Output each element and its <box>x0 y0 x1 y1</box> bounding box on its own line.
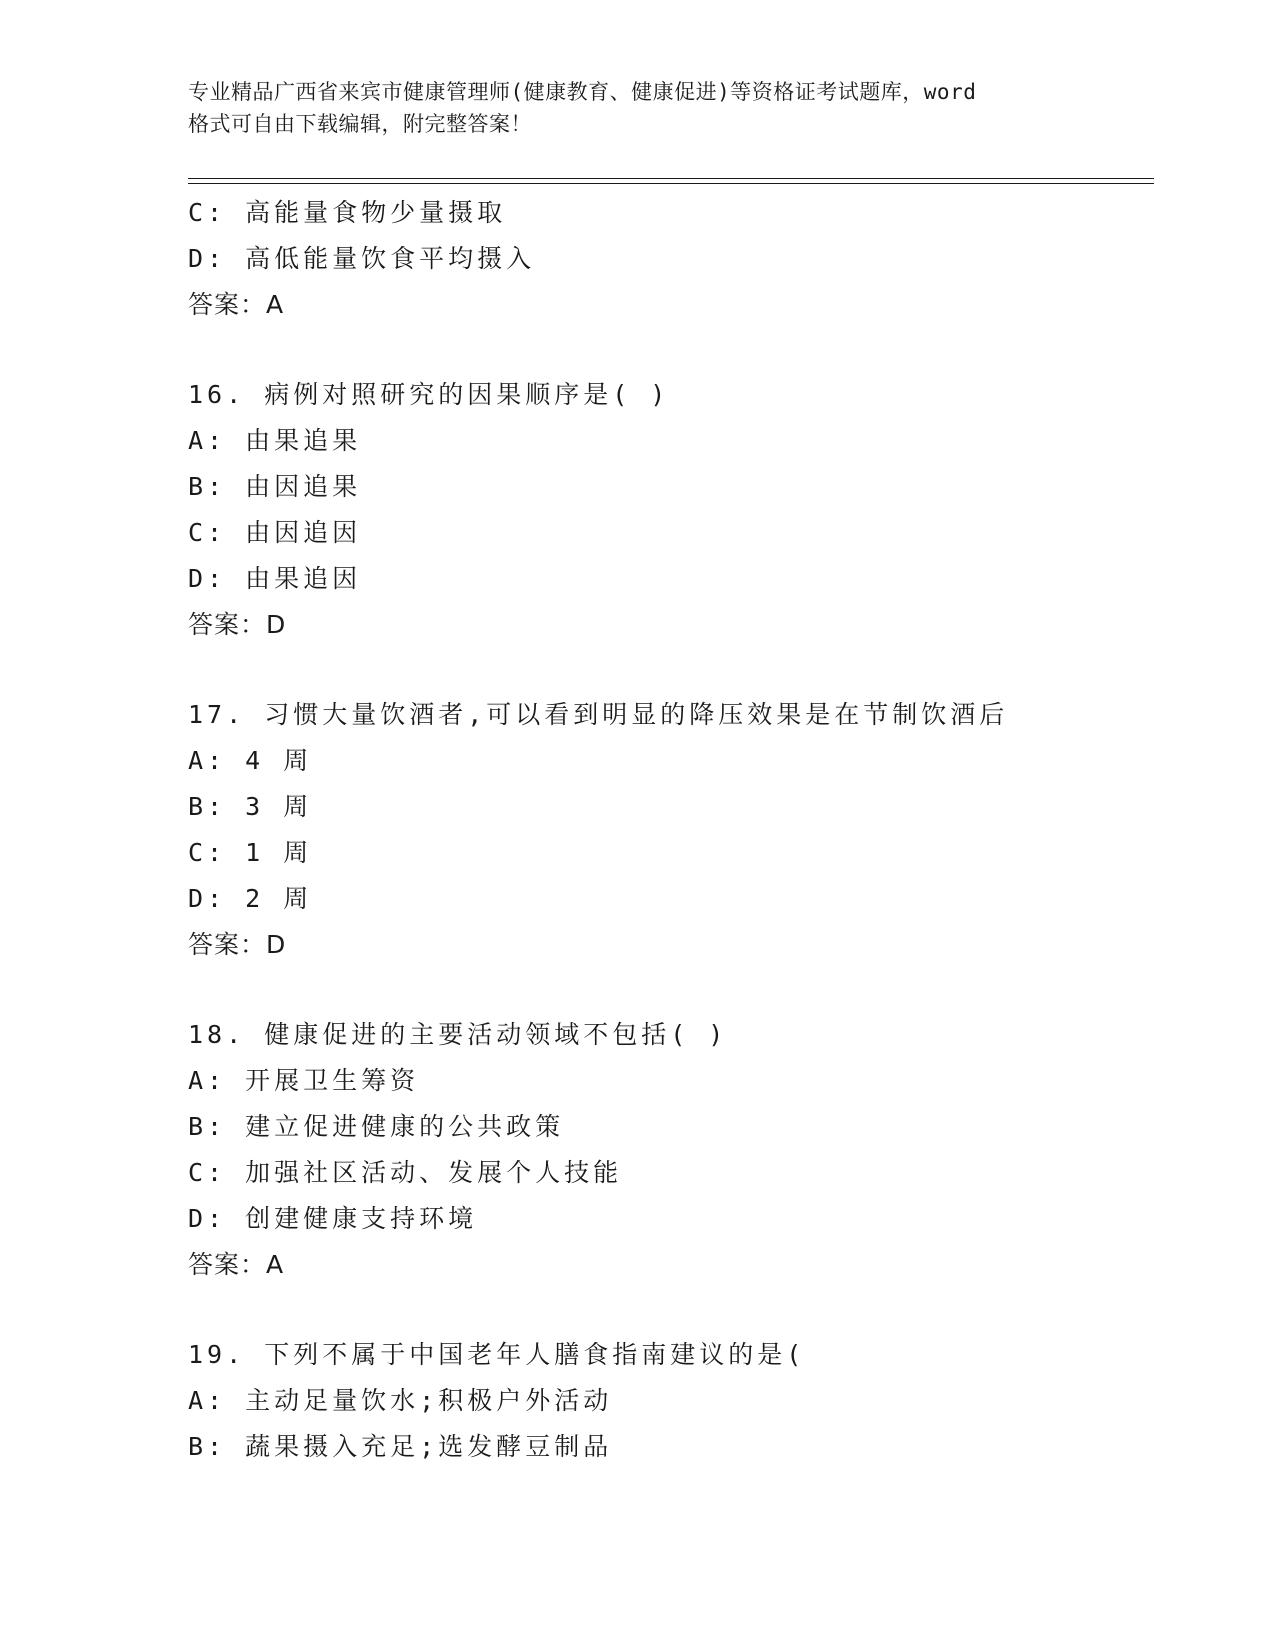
option-d: D: 由果追因 <box>188 564 362 593</box>
answer: 答案：A <box>188 1250 285 1279</box>
header-divider-bottom <box>188 183 1154 184</box>
question-15-continued <box>188 190 1148 328</box>
question-17 <box>188 692 1148 968</box>
option-d: D: 2 周 <box>188 884 313 913</box>
option-d: D: 高低能量饮食平均摄入 <box>188 244 536 273</box>
question-stem: 16. 病例对照研究的因果顺序是( ) <box>188 380 670 409</box>
option-a: A: 4 周 <box>188 746 313 775</box>
option-a: A: 开展卫生筹资 <box>188 1066 420 1095</box>
option-a: A: 由果追果 <box>188 426 362 455</box>
question-19 <box>188 1332 1148 1470</box>
option-c: C: 高能量食物少量摄取 <box>188 198 507 227</box>
option-b: B: 3 周 <box>188 792 313 821</box>
answer: 答案：D <box>188 610 287 639</box>
option-b: B: 由因追果 <box>188 472 362 501</box>
question-stem: 18. 健康促进的主要活动领域不包括( ) <box>188 1020 728 1049</box>
answer: 答案：D <box>188 930 287 959</box>
question-18 <box>188 1012 1148 1288</box>
answer: 答案：A <box>188 290 285 319</box>
header-divider-top <box>188 178 1154 179</box>
question-stem: 19. 下列不属于中国老年人膳食指南建议的是( <box>188 1340 806 1369</box>
option-b: B: 蔬果摄入充足;选发酵豆制品 <box>188 1432 613 1461</box>
question-stem: 17. 习惯大量饮酒者,可以看到明显的降压效果是在节制饮酒后 <box>188 700 1009 729</box>
option-c: C: 1 周 <box>188 838 313 867</box>
option-a: A: 主动足量饮水;积极户外活动 <box>188 1386 613 1415</box>
option-d: D: 创建健康支持环境 <box>188 1204 478 1233</box>
question-list <box>188 190 1148 1470</box>
question-16 <box>188 372 1148 648</box>
option-c: C: 加强社区活动、发展个人技能 <box>188 1158 623 1187</box>
header-line-1: 专业精品广西省来宾市健康管理师(健康教育、健康促进)等资格证考试题库，word <box>188 80 977 104</box>
header-line-2: 格式可自由下载编辑，附完整答案！ <box>188 112 532 136</box>
option-b: B: 建立促进健康的公共政策 <box>188 1112 565 1141</box>
option-c: C: 由因追因 <box>188 518 362 547</box>
document-header <box>188 76 1088 140</box>
